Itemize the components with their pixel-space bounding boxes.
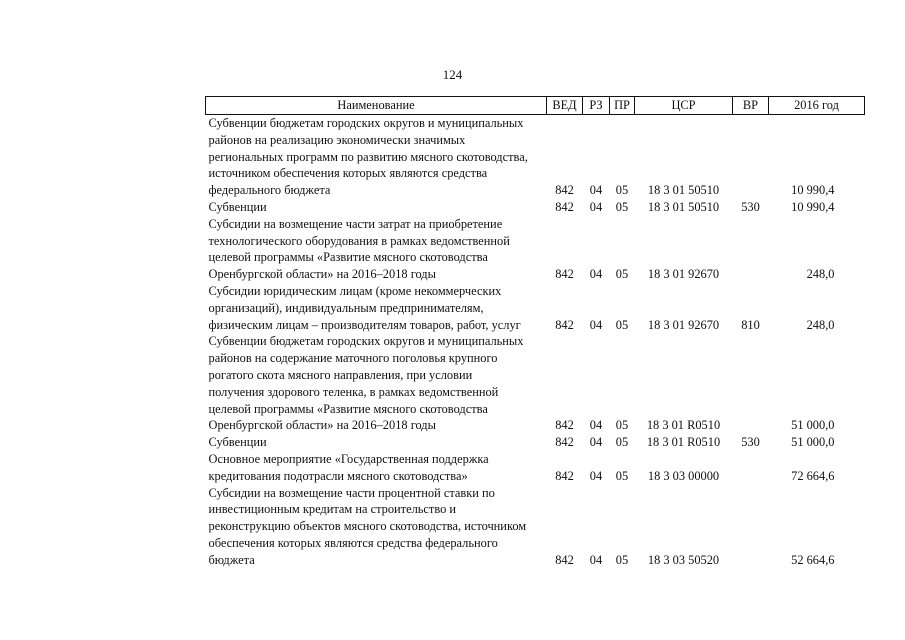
row-rz: 04 <box>589 435 603 450</box>
row-vr <box>733 115 769 199</box>
header-ved: ВЕД <box>547 97 583 115</box>
row-pr: 05 <box>615 317 629 332</box>
row-amount: 10 990,4 <box>791 199 835 214</box>
row-ved: 842 <box>555 435 574 450</box>
row-name: Субвенции бюджетам городских округов и муниципальных районов на реализацию экономически значимых региональных программ по развитию мясного скотоводства, источником обеспечения которых являются средства федерального бюджета <box>208 116 528 198</box>
row-amount: 248,0 <box>806 317 835 332</box>
row-rz: 04 <box>589 267 603 282</box>
header-year: 2016 год <box>769 97 865 115</box>
header-pr: ПР <box>610 97 635 115</box>
table-row <box>206 216 865 283</box>
table-body <box>206 115 865 569</box>
row-ved: 842 <box>555 267 574 282</box>
row-vr: 810 <box>741 317 760 332</box>
row-ved: 842 <box>555 552 574 567</box>
row-csr: 18 3 01 50510 <box>647 183 720 198</box>
row-ved: 842 <box>555 199 574 214</box>
row-vr <box>733 333 769 434</box>
table-row <box>206 199 865 216</box>
row-vr <box>733 216 769 283</box>
row-vr: 530 <box>741 199 760 214</box>
row-csr: 18 3 01 50510 <box>647 199 720 214</box>
row-name: Субсидии на возмещение части затрат на приобретение технологического оборудования в рамках ведомственной целевой программы «Развитие мясного скотоводства Оренбургской области» на 2016–2018 годы <box>208 216 510 282</box>
row-rz: 04 <box>589 418 603 433</box>
row-pr: 05 <box>615 183 629 198</box>
table-row <box>206 451 865 485</box>
row-rz: 04 <box>589 468 603 483</box>
row-rz: 04 <box>589 552 603 567</box>
row-name: Субвенции <box>208 435 267 450</box>
row-name: Основное мероприятие «Государственная поддержка кредитования подотрасли мясного скотоводства» <box>208 451 489 483</box>
header-rz: РЗ <box>583 97 610 115</box>
row-vr: 530 <box>741 435 760 450</box>
row-amount: 248,0 <box>806 267 835 282</box>
row-ved: 842 <box>555 468 574 483</box>
row-amount: 52 664,6 <box>791 552 835 567</box>
row-csr: 18 3 01 92670 <box>647 317 720 332</box>
row-pr: 05 <box>615 199 629 214</box>
row-rz: 04 <box>589 183 603 198</box>
row-amount: 51 000,0 <box>791 418 835 433</box>
row-name: Субсидии на возмещение части процентной ставки по инвестиционным кредитам на строительство и реконструкцию объектов мясного скотоводства, источником обеспечения которых являются средства федерального бюджета <box>208 485 527 567</box>
row-ved: 842 <box>555 418 574 433</box>
budget-table <box>205 96 865 569</box>
header-csr: ЦСР <box>635 97 733 115</box>
table-row <box>206 434 865 451</box>
table-row <box>206 333 865 434</box>
row-pr: 05 <box>615 418 629 433</box>
row-csr: 18 3 01 R0510 <box>646 418 721 433</box>
row-amount: 10 990,4 <box>791 183 835 198</box>
header-name: Наименование <box>206 97 547 115</box>
row-amount: 72 664,6 <box>791 468 835 483</box>
table-row <box>206 485 865 569</box>
row-pr: 05 <box>615 552 629 567</box>
row-csr: 18 3 03 50520 <box>647 552 720 567</box>
row-pr: 05 <box>615 435 629 450</box>
table-row <box>206 115 865 199</box>
row-name: Субвенции <box>208 199 267 214</box>
row-csr: 18 3 01 R0510 <box>646 435 721 450</box>
page-number: 124 <box>442 67 463 82</box>
row-ved: 842 <box>555 317 574 332</box>
row-name: Субвенции бюджетам городских округов и муниципальных районов на содержание маточного поголовья крупного рогатого скота мясного направления, при условии получения здорового теленка, в рамках ведомственной целевой программы «Развитие мясного скотоводства Оренбургской области» на 2016–2018 годы <box>208 334 524 433</box>
row-csr: 18 3 03 00000 <box>647 468 720 483</box>
table-row <box>206 283 865 333</box>
row-csr: 18 3 01 92670 <box>647 267 720 282</box>
row-pr: 05 <box>615 468 629 483</box>
row-vr <box>733 485 769 569</box>
row-vr <box>733 451 769 485</box>
header-vr: ВР <box>733 97 769 115</box>
row-name: Субсидии юридическим лицам (кроме некоммерческих организаций), индивидуальным предпринимателям, физическим лицам – производителям товаров, работ, услуг <box>208 283 521 332</box>
table-header <box>206 97 865 115</box>
row-rz: 04 <box>589 199 603 214</box>
row-pr: 05 <box>615 267 629 282</box>
row-ved: 842 <box>555 183 574 198</box>
row-rz: 04 <box>589 317 603 332</box>
row-amount: 51 000,0 <box>791 435 835 450</box>
